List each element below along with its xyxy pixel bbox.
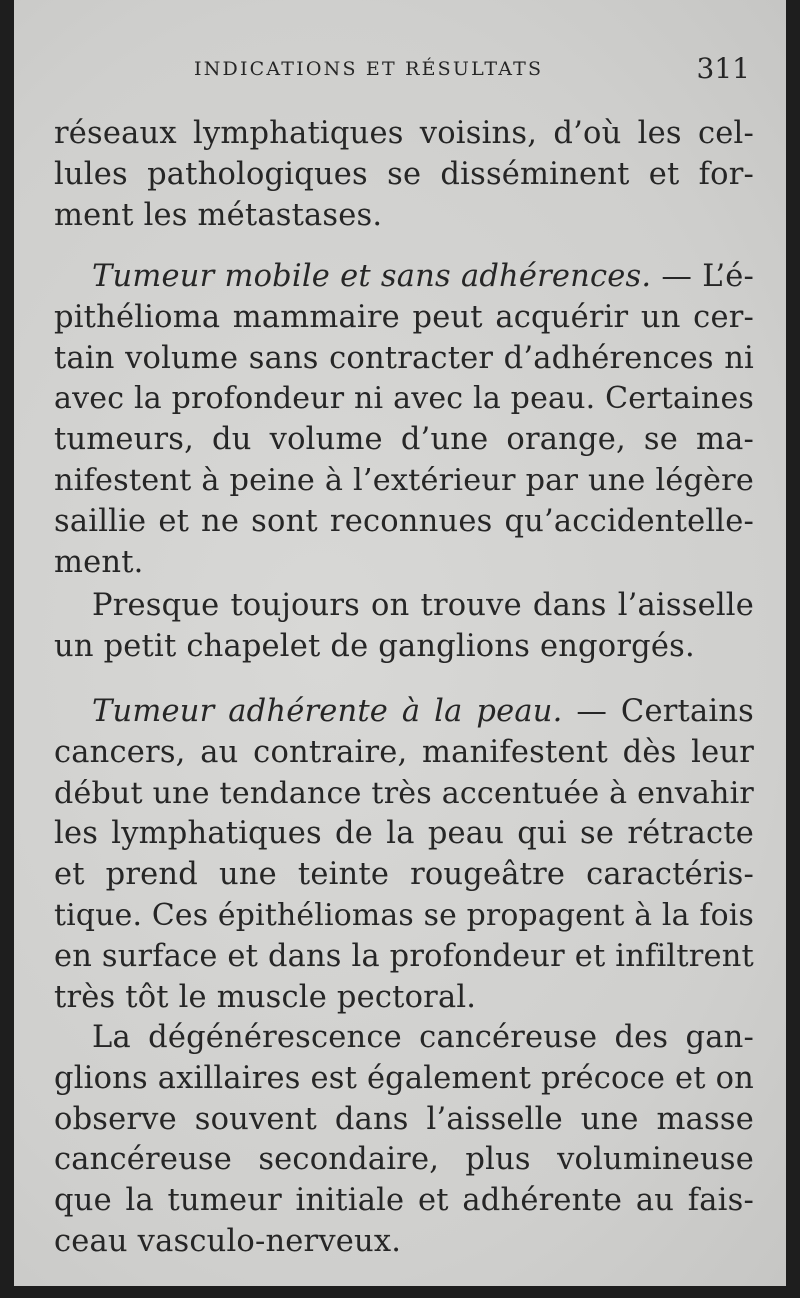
text-line: nifestent à peine à l’extérieur par une légère: [54, 462, 754, 498]
text-fragment: — Certains: [562, 694, 754, 729]
running-header: [54, 52, 754, 88]
text-line: Presque toujours on trouve dans l’aisselle: [92, 588, 754, 623]
text-line: tique. Ces épithéliomas se propagent à la fois: [54, 897, 754, 933]
text-line: tain volume sans contracter d’adhérences ni: [54, 340, 754, 376]
text-line: saillie et ne sont reconnues qu’accidentelle-: [54, 503, 754, 539]
text-line: pithélioma mammaire peut acquérir un cer-: [54, 299, 754, 335]
text-line: [54, 257, 754, 298]
text-line: début une tendance très accentuée à envahir: [54, 775, 754, 811]
text-line: lules pathologiques se disséminent et for-: [54, 156, 754, 192]
book-page: [14, 0, 786, 1286]
text-line: très tôt le muscle pectoral.: [54, 979, 477, 1015]
text-fragment: — L’é-: [651, 259, 754, 294]
text-line: observe souvent dans l’aisselle une masse: [54, 1101, 754, 1137]
text-line: ment.: [54, 544, 144, 580]
section-heading-adherente: Tumeur adhérente à la peau.: [92, 694, 563, 729]
text-line: les lymphatiques de la peau qui se rétracte: [54, 816, 754, 852]
text-line: en surface et dans la profondeur et infiltrent: [54, 938, 754, 974]
text-line: avec la profondeur ni avec la peau. Certaines: [54, 381, 754, 417]
running-title: INDICATIONS ET RÉSULTATS: [194, 58, 544, 80]
paragraph-5: [54, 1018, 754, 1263]
paragraph-1: [54, 114, 754, 236]
text-line: et prend une teinte rougeâtre caractéris-: [54, 857, 754, 893]
page-number: 311: [696, 52, 750, 85]
text-line: cancéreuse secondaire, plus volumineuse: [54, 1142, 754, 1178]
paragraph-2: [54, 257, 754, 583]
text-line: réseaux lymphatiques voisins, d’où les cel-: [54, 116, 754, 151]
text-line: glions axillaires est également précoce et on: [54, 1060, 754, 1096]
text-line: ment les métastases.: [54, 197, 383, 233]
text-line: [54, 692, 754, 733]
section-heading-mobile: Tumeur mobile et sans adhérences.: [92, 259, 652, 294]
text-line: ceau vasculo-nerveux.: [54, 1223, 402, 1259]
text-line: un petit chapelet de ganglions engorgés.: [54, 628, 695, 664]
text-line: cancers, au contraire, manifestent dès leur: [54, 734, 754, 770]
paragraph-4: [54, 692, 754, 1018]
text-line: que la tumeur initiale et adhérente au fais-: [54, 1183, 754, 1219]
paragraph-3: [54, 586, 754, 668]
text-line: La dégénérescence cancéreuse des gan-: [92, 1020, 754, 1055]
text-line: tumeurs, du volume d’une orange, se ma-: [54, 422, 754, 458]
